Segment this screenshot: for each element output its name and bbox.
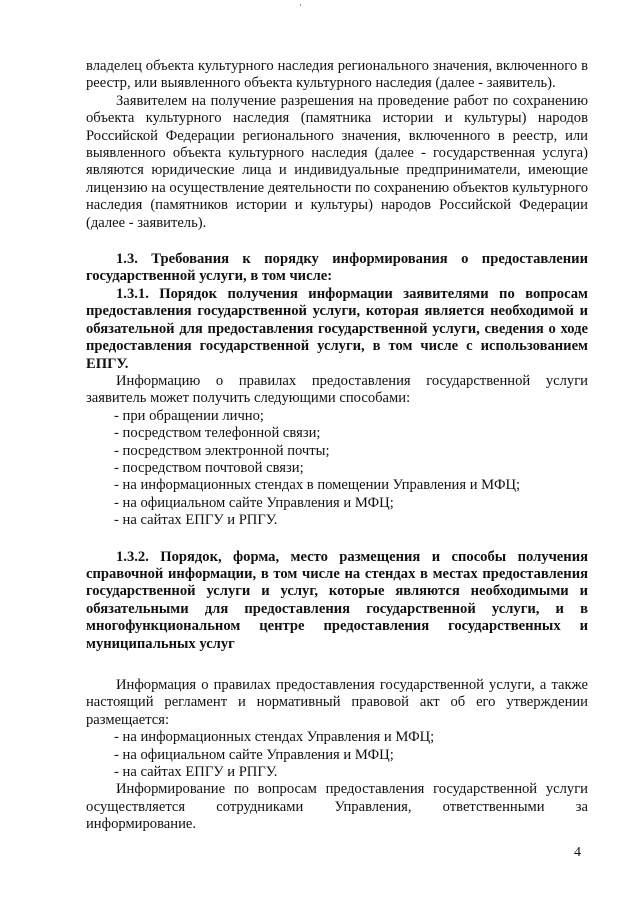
list-item: - при обращении лично; — [114, 407, 264, 424]
list-item: - посредством электронной почты; — [114, 442, 330, 459]
list-item: - на официальном сайте Управления и МФЦ; — [114, 746, 394, 763]
scan-speck — [300, 4, 301, 6]
page-number: 4 — [574, 845, 581, 860]
heading-1-3: 1.3. Требования к порядку информирования о предоставлении государственной услуги, в том числе: — [86, 251, 588, 285]
heading-1-3-1: 1.3.1. Порядок получения информации заявителями по вопросам предоставления государственной услуги, которая является необходимой и обязательной для предоставления государственной услуги, сведения о ходе предоставления государственной услуги, в том числе с использованием ЕПГУ. — [86, 285, 588, 372]
list-item: - посредством почтовой связи; — [114, 459, 304, 476]
paragraph-staff: Информирование по вопросам предоставления государственной услуги осуществляется сотрудниками Управления, ответственными за информирование. — [86, 781, 588, 833]
list-info-ways — [86, 408, 588, 530]
list-item: - на информационных стендах в помещении Управления и МФЦ; — [114, 477, 521, 494]
heading-1-3-2: 1.3.2. Порядок, форма, место размещения и способы получения справочной информации, в том числе на стендах в местах предоставления государственной услуги и услуг, которые являются необходимыми и обязательными для предоставления государственной услуги, и в многофункциональном центре предоставления государственных и муниципальных услуг — [86, 548, 588, 652]
list-info-placed — [86, 729, 588, 781]
paragraph-info-ways: Информацию о правилах предоставления государственной услуги заявитель может получить следующими способами: — [86, 372, 588, 407]
list-item: - на информационных стендах Управления и МФЦ; — [114, 729, 435, 746]
list-item: - на сайтах ЕПГУ и РПГУ. — [114, 512, 278, 529]
list-item: - на официальном сайте Управления и МФЦ; — [114, 494, 394, 511]
paragraph-owner: владелец объекта культурного наследия регионального значения, включенного в реестр, или выявленного объекта культурного наследия (далее - заявитель). — [86, 58, 588, 92]
paragraph-info-placed: Информация о правилах предоставления государственной услуги, а также настоящий регламент и нормативный правовой акт об его утверждении размещается: — [86, 677, 588, 728]
list-item: - на сайтах ЕПГУ и РПГУ. — [114, 764, 278, 781]
list-item: - посредством телефонной связи; — [114, 425, 321, 442]
page-body — [86, 58, 588, 834]
paragraph-applicants: Заявителем на получение разрешения на проведение работ по сохранению объекта культурного наследия (памятника истории и культуры) народов Российской Федерации регионального значения, включенного в реестр, или выявленного объекта культурного наследия (далее - государственная услуга) являются юридические лица и индивидуальные предприниматели, имеющие лицензию на осуществление деятельности по сохранению объектов культурного наследия (памятников истории и культуры) народов Российской Федерации (далее - заявитель). — [86, 92, 588, 231]
